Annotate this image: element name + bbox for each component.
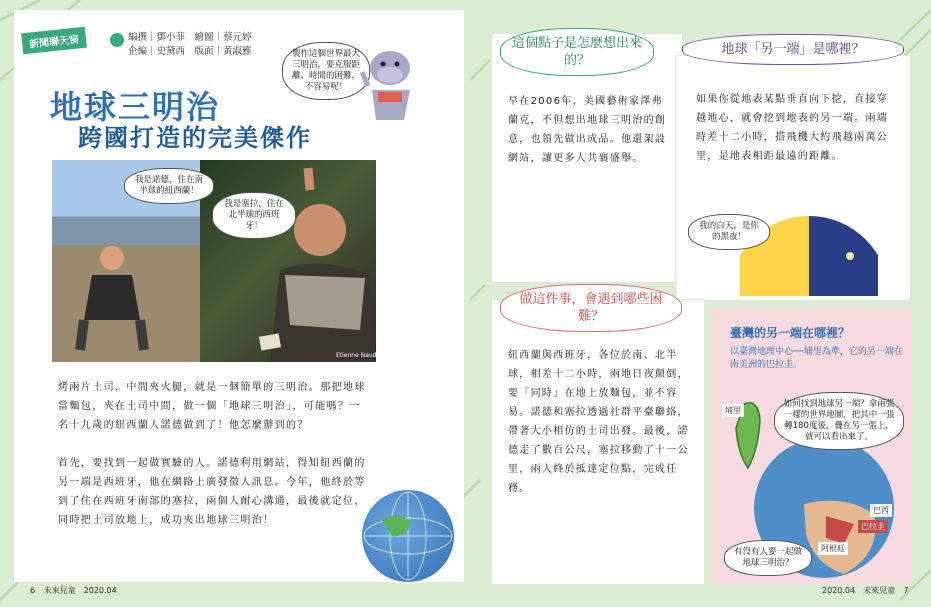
credits <box>128 31 252 59</box>
day-night-illustration <box>740 196 878 296</box>
q1-title: 這個點子是怎麼想出來的？ <box>500 28 654 76</box>
photo-bubble-nord: 我是諾德，住在南半球的紐西蘭！ <box>124 168 214 204</box>
page-number-left <box>30 585 117 596</box>
page-right-footer: 2020.04 未來兒童 <box>822 586 896 595</box>
person-illustration-2 <box>200 160 376 362</box>
globe-grid <box>362 490 454 582</box>
map-bubble-how-to-find: 如何找到地球另一端？拿兩張一樣的世界地圖，把其中一張轉180度後，疊在另一張上，就可以看出來了。 <box>774 392 904 450</box>
page-number-right <box>822 585 909 596</box>
label-argentina: 阿根廷 <box>818 542 848 555</box>
photo-sela-night <box>200 160 376 362</box>
left-paragraph-2: 首先，要找到一起做實驗的人。諾德利用網站，得知紐西蘭的另一端是西班牙，他在網路上廣發徵人訊息。今年，他終於等到了住在西班牙南部的塞拉，兩個人耐心溝通，最後就定位，同時把土司放地上，成功夾出地球三明治！ <box>58 458 366 526</box>
mascot-speech-bubble: 製作這個世界最大三明治，要克服距離、時間的困難，不容易呢！ <box>282 42 370 100</box>
q3-title: 做這件事，會遇到哪些困難？ <box>500 284 682 332</box>
q2-daynight-bubble: 我的白天，是你的黑夜！ <box>688 214 770 250</box>
credits-line-1: 編撰｜鄧小菲 繪圖｜蔡元婷 <box>128 32 252 43</box>
day-night-globe <box>740 196 878 296</box>
map-card-subtitle: 以臺灣地理中心──埔里為準，它的另一端在南美洲的巴拉圭。 <box>730 347 903 370</box>
left-paragraph-1: 烤兩片土司，中間夾火腿，就是一個簡單的三明治。那把地球當麵包，夾在土司中間，做一個「地球三明治」，可能嗎？一名十九歲的紐西蘭人諾德做到了！他怎麼辦到的？ <box>58 382 366 431</box>
map-card-title: 臺灣的另一端在哪裡？ <box>730 326 851 340</box>
credits-badge <box>110 33 124 47</box>
credits-line-2: 企編｜史黛西 版面｜黃淑雅 <box>128 46 252 57</box>
q2-title: 地球「另一端」是哪裡？ <box>682 34 904 65</box>
q1-text: 早在2006年，美國藝術家澤弗蘭克，不但想出地球三明治的創意，也領先做出成品。他還架設網站，讓更多人共襄盛舉。 <box>508 96 667 164</box>
photo-credit: Etienne Naude提供 <box>336 352 393 359</box>
q2-text: 如果你從地表某點垂直向下挖，直接穿越地心，就會挖到地表的另一端。兩端時差十二小時，搭飛機大約飛越兩萬公里，是地表相距最遠的距離。 <box>696 94 889 162</box>
page-number-left-value: 6 <box>30 586 36 595</box>
photo-bubble-sela: 我是塞拉，住在北半球的西班牙！ <box>212 192 296 239</box>
hippo-mascot <box>360 42 420 124</box>
label-puli: 埔里 <box>722 404 744 417</box>
section-tag: 新聞聯天窗 <box>21 27 87 55</box>
title-main: 地球三明治 <box>50 88 221 126</box>
map-bubble-friend: 有沒有人要一起做地球三明治？ <box>724 540 812 576</box>
label-paraguay: 巴拉圭 <box>858 520 888 533</box>
page-number-right-value: 7 <box>903 586 909 595</box>
globe-icon <box>360 488 456 584</box>
page-left-footer: 未來兒童 2020.04 <box>43 586 117 595</box>
label-brazil: 巴西 <box>870 504 892 517</box>
q3-text: 紐西蘭與西班牙，各位於南、北半球，相差十二小時，兩地日夜顛倒，要「同時」在地上放麵包，並不容易。諾德和塞拉透過社群平臺聯絡，帶著大小相仿的土司出發。最後，諾德走了數百公尺，塞拉移動了十一公里，兩人終於抵達定位點，完成任務。 <box>508 350 689 494</box>
title-sub: 跨國打造的完美傑作 <box>78 124 312 152</box>
